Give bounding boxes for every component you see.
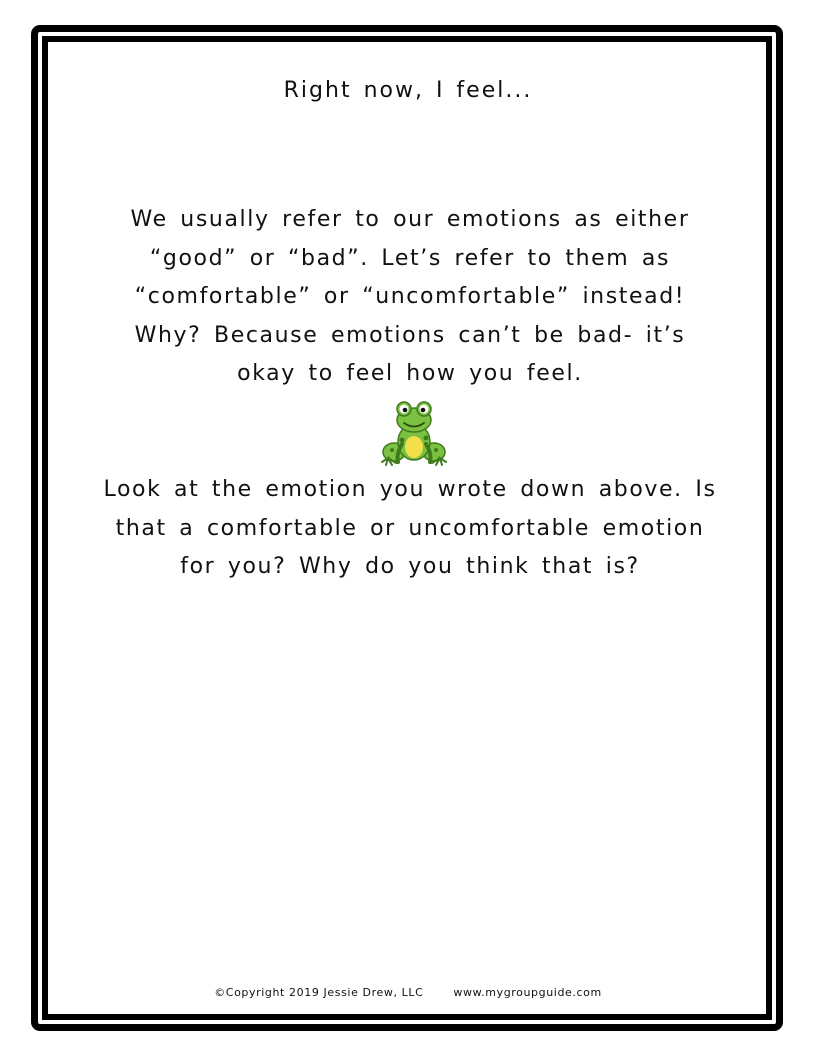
paragraph-line: We usually refer to our emotions as either: [130, 207, 690, 232]
paragraph-line: okay to feel how you feel.: [237, 361, 583, 386]
paragraph-line: Look at the emotion you wrote down above. Is: [103, 477, 717, 502]
paragraph-line: “comfortable” or “uncomfortable” instead!: [134, 284, 686, 309]
paragraph-line: Why? Because emotions can’t be bad- it’s: [134, 322, 686, 348]
paragraph-line: that a comfortable or uncomfortable emotion: [115, 515, 705, 541]
page-heading: Right now, I feel...: [283, 78, 533, 103]
emotions-paragraph: [90, 201, 730, 394]
copyright-text: ©Copyright 2019 Jessie Drew, LLC: [214, 986, 424, 999]
paragraph-line: “good” or “bad”. Let’s refer to them as: [149, 245, 671, 271]
footer: [0, 986, 816, 999]
reflection-paragraph: [90, 471, 730, 587]
website-text: www.mygroupguide.com: [453, 986, 602, 999]
frog-icon: [380, 398, 448, 468]
paragraph-line: for you? Why do you think that is?: [180, 554, 640, 579]
